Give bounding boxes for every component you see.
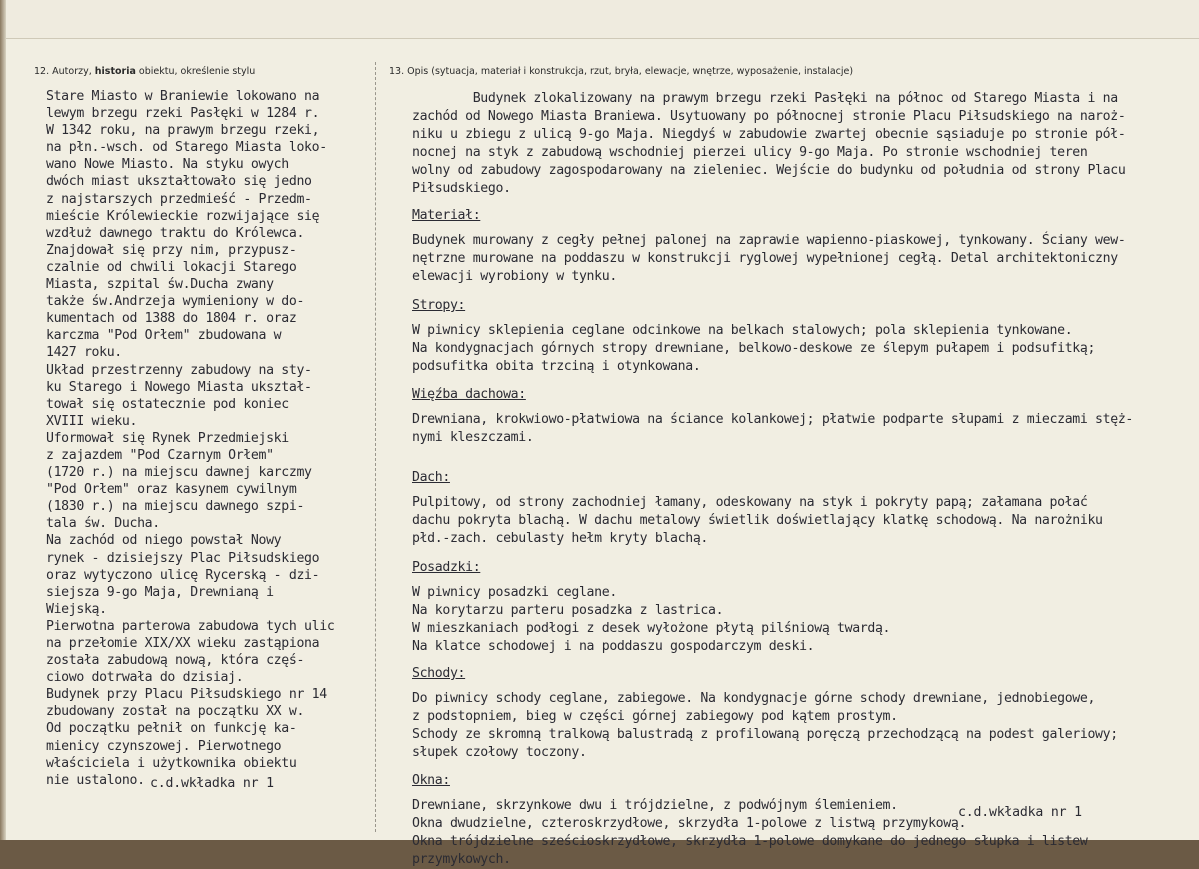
- section-line: przymykowych.: [412, 852, 511, 867]
- section-line: Okna dwudzielne, czteroskrzydłowe, skrzydła 1-polowe z listwą przymykową.: [412, 816, 967, 831]
- section-line: Drewniane, skrzynkowe dwu i trójdzielne, z podwójnym ślemieniem.: [412, 798, 898, 813]
- history-line: właściciela i użytkownika obiektu: [46, 755, 297, 771]
- section-13-title: Opis (sytuacja, materiał i konstrukcja, rzut, bryła, elewacje, wnętrze, wyposażenie, instalacje): [407, 66, 854, 77]
- section-12-number: 12.: [34, 66, 50, 77]
- history-line: oraz wytyczono ulicę Rycerską - dzi-: [46, 567, 320, 583]
- section-line: Drewniana, krokwiowo-płatwiowa na ściance kolankowej; płatwie podparte słupami z mieczami stęż-: [412, 412, 1134, 427]
- history-line: Uformował się Rynek Przedmiejski: [46, 430, 289, 446]
- section-line: dachu pokryta blachą. W dachu metalowy świetlik doświetlający klatkę schodową. Na narożniku: [412, 513, 1103, 528]
- description-section: [412, 294, 1172, 376]
- section-12-title-post: obiektu, określenie stylu: [138, 66, 256, 77]
- section-line: W piwnicy sklepienia ceglane odcinkowe na belkach stalowych; pola sklepienia tynkowane.: [412, 323, 1073, 338]
- section-line: Na korytarzu parteru posadzka z lastrica.: [412, 603, 724, 618]
- history-line: "Pod Orłem" oraz kasynem cywilnym: [46, 482, 297, 498]
- section-line: podsufitka obita trzciną i otynkowana.: [412, 359, 701, 374]
- section-line: Na klatce schodowej i na poddaszu gospodarczym deski.: [412, 639, 815, 654]
- history-line: wano Nowe Miasto. Na styku owych: [46, 157, 289, 173]
- section-body: [412, 690, 1172, 762]
- history-line: (1830 r.) na miejscu dawnego szpi-: [46, 499, 305, 515]
- section-line: słupek czołowy toczony.: [412, 745, 587, 760]
- section-13-header: [389, 66, 853, 77]
- section-line: nętrzne murowane na poddaszu w konstrukcji ryglowej wypełnionej cegłą. Detal architektoniczny: [412, 251, 1118, 266]
- history-line: ku Starego i Nowego Miasta ukształ-: [46, 379, 312, 395]
- section-line: elewacji wyrobiony w tynku.: [412, 269, 617, 284]
- section-line: W piwnicy posadzki ceglane.: [412, 585, 617, 600]
- history-line: nie ustalono.: [46, 772, 145, 788]
- section-line: Schody ze skromną tralkową balustradą z profilowaną poręczą przechodzącą na podest galeriowy;: [412, 727, 1118, 742]
- section-line: Budynek murowany z cegły pełnej palonej na zaprawie wapienno-piaskowej, tynkowany. Ściany wew-: [412, 233, 1126, 248]
- history-line: (1720 r.) na miejscu dawnej karczmy: [46, 465, 312, 481]
- page-edge: [0, 0, 6, 840]
- section-heading: Posadzki:: [412, 560, 481, 575]
- history-line: karczma "Pod Orłem" zbudowana w: [46, 328, 282, 344]
- left-continuation-note: c.d.wkładka nr 1: [150, 776, 274, 791]
- history-line: została zabudową nową, która częś-: [46, 653, 305, 669]
- description-sections: [412, 204, 1172, 869]
- intro-line: Budynek zlokalizowany na prawym brzegu rzeki Pasłęki na północ od Starego Miasta i na: [412, 91, 1118, 106]
- history-line: Od początku pełnił on funkcję ka-: [46, 721, 297, 737]
- section-heading: Stropy:: [412, 298, 466, 313]
- section-body: [412, 232, 1172, 286]
- history-text: [46, 88, 371, 789]
- section-line: płd.-zach. cebulasty hełm kryty blachą.: [412, 531, 708, 546]
- history-line: 1427 roku.: [46, 345, 122, 361]
- right-continuation-note: c.d.wkładka nr 1: [958, 805, 1082, 820]
- section-body: [412, 494, 1172, 548]
- history-line: tował się ostatecznie pod koniec: [46, 396, 289, 412]
- history-line: Pierwotna parterowa zabudowa tych ulic: [46, 618, 335, 634]
- section-line: z podstopniem, bieg w części górnej zabiegowy pod kątem prostym.: [412, 709, 898, 724]
- top-flap: [6, 0, 1199, 39]
- intro-line: nocnej na styk z zabudową wschodniej pierzei ulicy 9-go Maja. Po stronie wschodniej teren: [412, 145, 1088, 160]
- description-section: [412, 556, 1172, 656]
- history-line: Znajdował się przy nim, przypusz-: [46, 242, 297, 258]
- history-line: XVIII wieku.: [46, 413, 138, 429]
- history-line: także św.Andrzeja wymieniony w do-: [46, 294, 305, 310]
- section-line: W mieszkaniach podłogi z desek wyłożone płytą pilśniową twardą.: [412, 621, 891, 636]
- history-line: dwóch miast ukształtowało się jedno: [46, 174, 312, 190]
- history-line: Układ przestrzenny zabudowy na sty-: [46, 362, 312, 378]
- section-heading: Schody:: [412, 666, 466, 681]
- history-line: Na zachód od niego powstał Nowy: [46, 533, 282, 549]
- description-section: [412, 383, 1172, 447]
- intro-line: wolny od zabudowy zagospodarowany na zieleniec. Wejście do budynku od południa od strony Placu: [412, 163, 1126, 178]
- section-line: nymi kleszczami.: [412, 430, 534, 445]
- section-body: [412, 584, 1172, 656]
- history-line: na przełomie XIX/XX wieku zastąpiona: [46, 636, 320, 651]
- history-line: zbudowany został na początku XX w.: [46, 704, 305, 720]
- section-line: Okna trójdzielne sześcioskrzydłowe, skrzydła 1-polowe domykane do jednego słupka i listew: [412, 834, 1088, 849]
- history-line: kumentach od 1388 do 1804 r. oraz: [46, 311, 297, 327]
- intro-paragraph: [412, 90, 1172, 198]
- section-12-title-bold: historia: [94, 66, 136, 77]
- history-line: lewym brzegu rzeki Pasłęki w 1284 r.: [46, 106, 320, 122]
- history-line: mienicy czynszowej. Pierwotnego: [46, 738, 282, 754]
- history-line: Budynek przy Placu Piłsudskiego nr 14: [46, 687, 327, 703]
- section-line: Na kondygnacjach górnych stropy drewniane, belkowo-deskowe ze ślepym pułapem i podsufitką;: [412, 341, 1096, 356]
- section-heading: Okna:: [412, 773, 450, 788]
- history-line: siejsza 9-go Maja, Drewnianą i: [46, 584, 274, 600]
- section-13-number: 13.: [389, 66, 405, 77]
- history-line: Stare Miasto w Braniewie lokowano na: [46, 89, 320, 104]
- section-12-title-pre: Autorzy,: [52, 66, 92, 77]
- intro-line: niku u zbiegu z ulicą 9-go Maja. Niegdyś w zabudowie zwartej obecnie sąsiaduje po stronie pół-: [412, 127, 1126, 142]
- history-line: czalnie od chwili lokacji Starego: [46, 259, 297, 275]
- history-line: Miasta, szpital św.Ducha zwany: [46, 277, 274, 293]
- intro-line: zachód od Nowego Miasta Braniewa. Usytuowany po północnej stronie Placu Piłsudskiego na naroż-: [412, 109, 1126, 124]
- section-line: Pulpitowy, od strony zachodniej łamany, odeskowany na styk i pokryty papą; załamana połać: [412, 495, 1088, 510]
- history-line: tala św. Ducha.: [46, 516, 160, 532]
- section-body: [412, 411, 1172, 447]
- section-body: [412, 322, 1172, 376]
- section-heading: Dach:: [412, 470, 450, 485]
- description-section: [412, 662, 1172, 762]
- column-divider: [375, 62, 377, 832]
- section-12-header: [34, 66, 255, 77]
- section-heading: Materiał:: [412, 208, 481, 223]
- description-section: [412, 204, 1172, 286]
- section-line: Do piwnicy schody ceglane, zabiegowe. Na kondygnacje górne schody drewniane, jednobiegowe,: [412, 691, 1096, 706]
- description-column: [412, 90, 1172, 869]
- intro-line: Piłsudskiego.: [412, 181, 511, 196]
- history-line: mieście Królewieckie rozwijające się: [46, 208, 320, 224]
- section-heading: Więźba dachowa:: [412, 387, 526, 402]
- history-line: rynek - dzisiejszy Plac Piłsudskiego: [46, 550, 320, 566]
- history-line: na płn.-wsch. od Starego Miasta loko-: [46, 140, 327, 156]
- history-line: wzdłuż dawnego traktu do Królewca.: [46, 225, 305, 241]
- history-line: z najstarszych przedmieść - Przedm-: [46, 191, 312, 207]
- history-line: z zajazdem "Pod Czarnym Orłem": [46, 447, 274, 463]
- description-section: [412, 466, 1172, 548]
- history-line: W 1342 roku, na prawym brzegu rzeki,: [46, 123, 320, 139]
- history-line: ciowo dotrwała do dzisiaj.: [46, 670, 244, 686]
- history-line: Wiejską.: [46, 601, 107, 617]
